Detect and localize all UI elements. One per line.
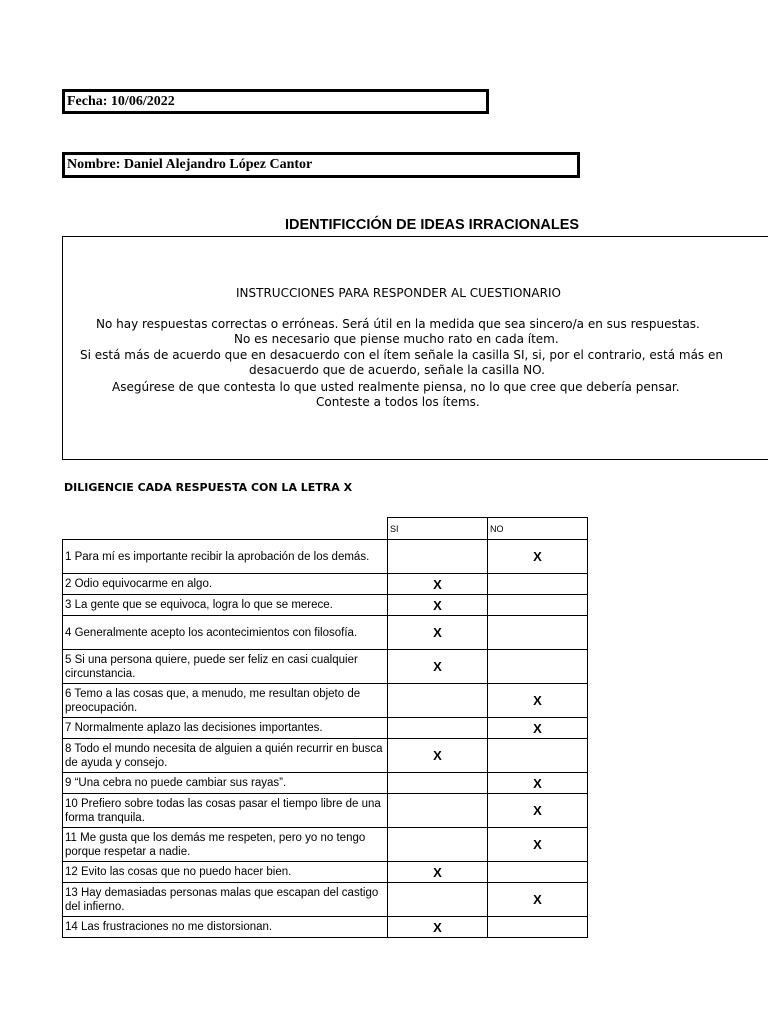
table-row <box>63 794 588 828</box>
question-text: 10 Prefiero sobre todas las cosas pasar el tiempo libre de una forma tranquila. <box>63 794 388 828</box>
no-cell[interactable]: X <box>488 794 588 828</box>
no-header: NO <box>488 518 588 540</box>
table-row <box>63 718 588 739</box>
question-text: 12 Evito las cosas que no puedo hacer bien. <box>63 862 388 883</box>
no-cell[interactable] <box>488 574 588 595</box>
table-row <box>63 684 588 718</box>
table-row <box>63 883 588 917</box>
no-cell[interactable] <box>488 917 588 938</box>
si-cell[interactable] <box>388 794 488 828</box>
no-cell[interactable] <box>488 739 588 773</box>
si-header: SI <box>388 518 488 540</box>
no-cell[interactable] <box>488 595 588 616</box>
si-cell[interactable]: X <box>388 595 488 616</box>
instructions-box <box>62 236 768 460</box>
instructions-heading: INSTRUCCIONES PARA RESPONDER AL CUESTIONARIO <box>236 286 561 300</box>
no-cell[interactable] <box>488 862 588 883</box>
table-row <box>63 650 588 684</box>
instruction-line: desacuerdo que de acuerdo, señale la casilla NO. <box>249 363 545 377</box>
table-row <box>63 862 588 883</box>
si-cell[interactable]: X <box>388 917 488 938</box>
no-cell[interactable]: X <box>488 828 588 862</box>
question-text: 6 Temo a las cosas que, a menudo, me resultan objeto de preocupación. <box>63 684 388 718</box>
si-cell[interactable] <box>388 540 488 574</box>
si-cell[interactable] <box>388 718 488 739</box>
name-field <box>62 152 580 178</box>
table-row <box>63 574 588 595</box>
question-text: 2 Odio equivocarme en algo. <box>63 574 388 595</box>
question-text: 1 Para mí es importante recibir la aprobación de los demás. <box>63 540 388 574</box>
no-cell[interactable]: X <box>488 773 588 794</box>
no-cell[interactable]: X <box>488 684 588 718</box>
date-label: Fecha: 10/06/2022 <box>67 93 175 109</box>
si-cell[interactable]: X <box>388 616 488 650</box>
table-row <box>63 739 588 773</box>
instruction-line: No es necesario que piense mucho rato en cada ítem. <box>234 332 559 346</box>
question-text: 11 Me gusta que los demás me respeten, pero yo no tengo porque respetar a nadie. <box>63 828 388 862</box>
no-cell[interactable]: X <box>488 883 588 917</box>
table-row <box>63 595 588 616</box>
question-text: 9 “Una cebra no puede cambiar sus rayas”. <box>63 773 388 794</box>
table-row <box>63 616 588 650</box>
no-cell[interactable]: X <box>488 540 588 574</box>
si-cell[interactable]: X <box>388 739 488 773</box>
question-text: 3 La gente que se equivoca, logra lo que se merece. <box>63 595 388 616</box>
no-cell[interactable]: X <box>488 718 588 739</box>
si-cell[interactable] <box>388 883 488 917</box>
table-header-row <box>63 518 588 540</box>
date-field <box>62 89 489 114</box>
table-row <box>63 773 588 794</box>
question-text: 8 Todo el mundo necesita de alguien a quién recurrir en busca de ayuda y consejo. <box>63 739 388 773</box>
question-text: 13 Hay demasiadas personas malas que escapan del castigo del infierno. <box>63 883 388 917</box>
no-cell[interactable] <box>488 616 588 650</box>
table-row <box>63 540 588 574</box>
si-cell[interactable] <box>388 684 488 718</box>
si-cell[interactable]: X <box>388 650 488 684</box>
questionnaire-table <box>62 517 588 938</box>
si-cell[interactable]: X <box>388 862 488 883</box>
instruction-line: Asegúrese de que contesta lo que usted realmente piensa, no lo que cree que debería pensar. <box>112 380 680 394</box>
name-label: Nombre: Daniel Alejandro López Cantor <box>67 157 313 172</box>
table-row <box>63 828 588 862</box>
question-text: 7 Normalmente aplazo las decisiones importantes. <box>63 718 388 739</box>
si-cell[interactable]: X <box>388 574 488 595</box>
fill-instructions: DILIGENCIE CADA RESPUESTA CON LA LETRA X <box>64 481 353 494</box>
no-cell[interactable] <box>488 650 588 684</box>
question-text: 14 Las frustraciones no me distorsionan. <box>63 917 388 938</box>
instruction-line: Si está más de acuerdo que en desacuerdo con el ítem señale la casilla SI, si, por el contrario, está más en <box>80 348 723 362</box>
question-text: 4 Generalmente acepto los acontecimientos con filosofía. <box>63 616 388 650</box>
question-text: 5 Si una persona quiere, puede ser feliz en casi cualquier circunstancia. <box>63 650 388 684</box>
si-cell[interactable] <box>388 773 488 794</box>
instruction-line: Conteste a todos los ítems. <box>316 395 480 409</box>
table-row <box>63 917 588 938</box>
document-title: IDENTIFICCIÓN DE IDEAS IRRACIONALES <box>285 217 580 233</box>
si-cell[interactable] <box>388 828 488 862</box>
instruction-line: No hay respuestas correctas o erróneas. Será útil en la medida que sea sincero/a en sus respuestas. <box>96 317 700 331</box>
